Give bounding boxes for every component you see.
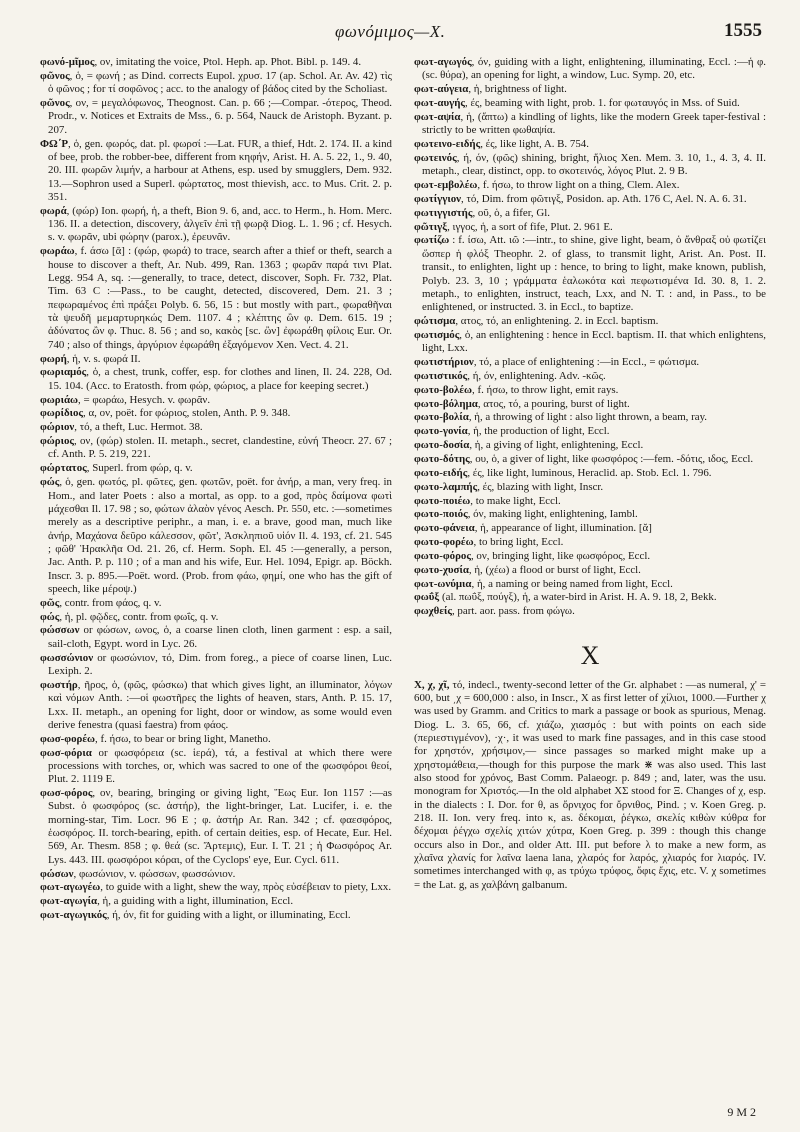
dictionary-entry (414, 591, 766, 604)
entry-headword: φωτ-αγωγικός (40, 909, 107, 922)
entry-text: , f. ήσω, to bear or bring light, Manetho. (95, 732, 271, 745)
entry-text: , ἡ, (ἅπτω) a kindling of lights, like the modern Greek taper-festival : strictly to be written φωθαψία. (422, 110, 766, 137)
dictionary-entry (40, 205, 392, 245)
entry-text: , part. aor. pass. from φώγω. (451, 605, 575, 618)
entry-text: (al. πωΰξ, πούγξ), ἡ, a water-bird in Arist. H. A. 9. 18, 2, Bekk. (439, 591, 717, 604)
entry-headword: φωριαμός (40, 366, 87, 379)
entry-text: or φωσώνιον, τό, Dim. from foreg., a piece of coarse linen, Luc. Lexiph. 2. (48, 651, 392, 677)
dictionary-entry (40, 733, 392, 746)
entry-headword: φωτο-φορέω (414, 536, 474, 549)
entry-text: τό, indecl., twenty-second letter of the Gr. alphabet : —as numeral, χ' = 600, but ͵χ = 600,000 : also, in Inscr., X as first letter of χίλιοι, 1000.—Further χ was used by Gramm. and Critics to mark a passage or book as spurious, Menag. Diog. L. 3. 65, 66, cf. χιάζω, χιασμός : but with points on each side (περιεστιγμένον), ·χ·, it was used to mark fine passages, and in this case stood for χρηστόν, χρήσιμον,— since passages so marked might make up a χρηστομάθεια,—though for this purpose the mark ⋇ was also used. This last also stood for χρόνος, Bast Comm. Palaeogr. p. 849 ; and, later, was the usu. monogram for Χριστός.—In the old alphabet XΣ stood for Ξ. Changes of χ, esp. in the dialects : I. Dor. for θ, as ὄρνιχος for ὄρνιθος, Pind. ; v. Koen Greg. p. 218. II. Ion. very freq. into κ, as. δέκομαι, ῥέγκω, σκελίς κιθὼν κύθρα for δέχομαι ῥέγχω σχελίς χιτών χύτρα, Koen Greg. p. 399 : though this change occurs also in Dor., and older Att. III. put before λ to make a new form, as χλαῖνα χλανίς for λαῖνα laena lana, χλαρός for λαρός, χλιαρός for λιαρός. IV. sometimes interchanged with φ, as τρύχω τρύφος, ὄφις ἔχις, etc. V. χ sometimes = the Lat. g, as χαλβάνη galbanum. (414, 678, 766, 891)
entry-headword: ΦΩ΄Ρ (40, 137, 69, 150)
dictionary-entry (40, 895, 392, 908)
entry-text: , contr. from φάος, q. v. (59, 596, 162, 609)
dictionary-entry (414, 467, 766, 480)
entry-text: , ὁ, gen. φωρός, dat. pl. φωρσί :—Lat. FUR, a thief, Hdt. 2. 174. II. a kind of bee, prob. the robber-bee, different from κηφήν, Arist. H. A. 5. 22, 1., 9. 40, 20. III. φωρῶν λιμήν, a harbour at Athens, esp. used by smugglers, Dem. 932. 13.—Sophron used a Superl. φώρτατος, most thievish, acc. to Mus. Crit. 2. p. 351. (48, 137, 392, 203)
dictionary-entry (414, 578, 766, 591)
entry-headword: φωτο-χυσία (414, 563, 469, 576)
dictionary-entry (414, 97, 766, 110)
dictionary-entry (40, 624, 392, 651)
entry-headword: φωσ-φορέω (40, 732, 95, 745)
entry-headword: φωτ-αγωγός (414, 56, 472, 68)
entry-headword: φωτ-αψία (414, 110, 461, 123)
entry-text: , όν, guiding with a light, enlightening, illuminating, Eccl. :—ἡ φ. (sc. θύρα), an opening for light, a window, Luc. Symp. 20, etc. (422, 56, 766, 82)
entry-headword: φωτο-ειδής (414, 466, 468, 479)
entry-headword: φώριον (40, 421, 75, 434)
entry-text: , ὁ, an enlightening : hence in Eccl. baptism. II. that which enlightens, light, Lxx. (422, 328, 766, 355)
entry-text: , ές, blazing with light, Inscr. (477, 480, 604, 493)
dictionary-entry (414, 425, 766, 438)
entry-text: , ὁ, = φωνή ; as Dind. corrects Eupol. χρυσ. 17 (ap. Schol. Ar. Av. 42) τὶς ὁ φῶνος ; for τί σοφῶνος ; acc. to the analogy of βάδος cited by the Scholiast. (48, 69, 392, 96)
dictionary-entry (40, 407, 392, 420)
dictionary-entry (40, 245, 392, 352)
dictionary-entry (414, 495, 766, 508)
entry-headword: φωτ-αγωγέω (40, 881, 101, 894)
entry-headword: φωΰξ (414, 591, 440, 604)
entry-headword: φωσ-φόρια (40, 746, 92, 759)
dictionary-entry (414, 522, 766, 535)
dictionary-entry (414, 111, 766, 138)
dictionary-entry (414, 536, 766, 549)
entry-text: , Superl. from φώρ, q. v. (86, 462, 193, 475)
entry-text: , ή, όν, (φῶς) shining, bright, ἥλιος Xen. Mem. 3. 10, 1., 4. 3, 4. II. metaph., clear, distinct, opp. to σκοτεινός, λόγος Plut. 2. 9 B. (422, 151, 766, 178)
dictionary-entry (414, 329, 766, 356)
left-column (40, 56, 392, 1116)
entry-headword: φωχθείς (414, 605, 452, 618)
dictionary-entry (414, 315, 766, 328)
entry-text: , ον, bringing light, like φωσφόρος, Eccl. (470, 549, 651, 562)
running-header (40, 10, 770, 50)
dictionary-entry (414, 193, 766, 206)
entry-text: , ον, (φώρ) stolen. II. metaph., secret, clandestine, εὐνή Theocr. 27. 67 ; cf. Anth. P. 5. 219, 221. (48, 435, 392, 461)
entry-headword: φωρή (40, 352, 67, 365)
dictionary-entry (40, 747, 392, 787)
dictionary-entry (40, 909, 392, 922)
dictionary-entry (40, 70, 392, 97)
dictionary-entry (414, 207, 766, 220)
entry-text: , ή, όν, fit for guiding with a light, or illuminating, Eccl. (106, 909, 351, 922)
entry-text: , φωσώνιον, v. φώσσων, φωσσώνιον. (73, 867, 236, 880)
dictionary-entry (40, 97, 392, 137)
text-columns (40, 56, 770, 1116)
entry-headword: φῶνος (40, 69, 70, 82)
entry-headword: φώτισμα (414, 315, 456, 328)
entry-headword: φωτιστικός (414, 369, 468, 382)
entry-text: , f. ήσω, to throw light on a thing, Clem. Alex. (477, 179, 680, 192)
entry-text: , ἡ, a throwing of light : also light thrown, a beam, ray. (468, 411, 708, 424)
entry-text: , τό, Dim. from φῶτιγξ, Posidon. ap. Ath. 176 C, Ael. N. A. 6. 31. (461, 192, 747, 205)
entry-text: , ή, όν, enlightening. Adv. -κῶς. (467, 369, 606, 382)
entry-text: , τό, a theft, Luc. Hermot. 38. (74, 421, 203, 434)
section-letter-heading: X (580, 640, 600, 670)
right-column (414, 56, 766, 1116)
dictionary-entry (414, 605, 766, 618)
entry-headword: φωτο-ποιός (414, 508, 468, 521)
entry-text: , ές, like light, A. B. 754. (480, 138, 589, 151)
entry-headword: φώς (40, 610, 60, 623)
entry-text: , τό, a place of enlightening :—in Eccl., = φώτισμα. (473, 356, 700, 369)
entry-headword: φωτιγγιστής (414, 206, 473, 219)
dictionary-entry (414, 356, 766, 369)
entry-text: , ές, like light, luminous, Heraclid. ap. Stob. Ecl. 1. 796. (467, 466, 712, 479)
entry-text: , ἡ, v. s. φωρά II. (66, 352, 141, 365)
entry-text: , ατος, τό, a pouring, burst of light. (477, 397, 630, 410)
entry-text: , οῦ, ὁ, a fifer, Gl. (472, 206, 550, 219)
entry-headword: φωτιστήριον (414, 356, 474, 369)
dictionary-entry (414, 56, 766, 83)
entry-text: , ἡ, brightness of light. (468, 83, 567, 96)
entry-headword: φῶς (40, 596, 60, 609)
dictionary-entry (414, 234, 766, 314)
entry-text: , ἡ, (χέω) a flood or burst of light, Eccl. (468, 563, 641, 576)
entry-headword: φωτο-δοσία (414, 439, 470, 452)
entry-text: , = φωράω, Hesych. v. φωρᾶν. (78, 393, 211, 406)
entry-headword: φωνό-μῖμος (40, 56, 95, 68)
entry-headword: φωτ-εμβολέω (414, 179, 478, 192)
entry-text: , ἡ, pl. φῷδες, contr. from φωΐς, q. v. (59, 610, 219, 623)
signature-mark: 9 M 2 (727, 1105, 756, 1119)
dictionary-entry (40, 881, 392, 894)
entry-headword: φώριος (40, 435, 75, 448)
entry-text: , (φώρ) Ion. φωρή, ἡ, a theft, Bion 9. 6, and, acc. to Herm., h. Hom. Merc. 136. II. a detection, discovery, ἀλγεῖν ἐπὶ τῇ φωρᾷ Diog. L. 1. 96 ; cf. Hesych. s. v. φωρᾶν, ubi φώρην (parox.), ἐρευνᾶν. (48, 204, 392, 244)
dictionary-entry (40, 611, 392, 624)
entry-text: , ατος, τό, an enlightening. 2. in Eccl. baptism. (455, 315, 659, 328)
dictionary-entry (40, 679, 392, 732)
dictionary-entry (40, 435, 392, 462)
entry-headword: φωτ-αγωγία (40, 895, 98, 908)
letter-x-entry (414, 679, 766, 893)
dictionary-entry (40, 597, 392, 610)
entry-text: , όν, making light, enlightening, Iambl. (467, 508, 638, 521)
entry-headword: φωτο-βόλημα (414, 397, 478, 410)
entry-headword: φώρτατος (40, 462, 87, 475)
dictionary-entry (40, 353, 392, 366)
dictionary-entry (40, 56, 392, 69)
entry-headword: φωτεινός (414, 151, 457, 164)
entry-headword: φωτίγγιον (414, 192, 462, 205)
dictionary-entry (414, 384, 766, 397)
entry-headword: φωτο-βολέω (414, 383, 472, 396)
dictionary-entry (414, 398, 766, 411)
entry-text: , ὁ, a chest, trunk, coffer, esp. for clothes and linen, Il. 24. 228, Od. 15. 104. (Acc. to Eratosth. from φώρ, φώριος, a place for keeping secret.) (48, 366, 392, 392)
entry-headword: φῶτιγξ (414, 220, 448, 233)
entry-text: , α, ον, poët. for φώριος, stolen, Anth. P. 9. 348. (83, 407, 291, 420)
entry-headword: φωρίδιος (40, 407, 84, 420)
entry-text: , ές, beaming with light, prob. 1. for φωταυγός in Mss. of Suid. (465, 97, 740, 110)
entry-headword: φωράω (40, 245, 75, 258)
entry-text: , ἡ, appearance of light, illumination. [ᾰ] (474, 522, 652, 535)
dictionary-entry (40, 394, 392, 407)
dictionary-entry (414, 138, 766, 151)
entry-headword: φωτο-βολία (414, 411, 469, 424)
dictionary-page (40, 10, 770, 1120)
dictionary-entry (414, 439, 766, 452)
entry-text: , to make light, Eccl. (470, 494, 561, 507)
dictionary-entry (414, 508, 766, 521)
running-title: φωνόμιμος—Χ. (335, 22, 446, 41)
dictionary-entry (40, 787, 392, 867)
entry-headword: X, χ, χῖ, (414, 678, 450, 691)
dictionary-entry (414, 481, 766, 494)
dictionary-entry (40, 462, 392, 475)
entry-text: , to guide with a light, shew the way, πρὸς εὐσέβειαν to piety, Lxx. (100, 881, 392, 894)
entry-text: : f. ίσω, Att. ιῶ :—intr., to shine, give light, beam, ὁ ἄνθραξ οὐ φωτίζει ὥσπερ ἡ φλόξ Theophr. 2. of glass, to transmit light, Arist. An. Post. II. transit., to enlighten, light up : hence, to bring to light, make known, publish, Polyb. 23. 3, 10 ; γράμματα ἑαλωκότα καὶ πεφωτισμένα Id. 30. 8, 1. 2. metaph., to enlighten, instruct, teach, Lxx, and N. T. : and, in Pass., to be enlightened, or instructed. 3. in Eccl., to baptize. (422, 234, 766, 314)
entry-headword: φωριάω (40, 393, 79, 406)
entry-text: , ὁ, gen. φωτός, pl. φῶτες, gen. φωτῶν, poët. for ἀνήρ, a man, very freq. in Hom., and later Poets : also a mortal, as opp. to a god, πρὸς δαίμονα φωτὶ μάχεσθαι Il. 17. 98 ; so, φώτων ἀλαὸν γένος Aesch. Pr. 550, etc. :—sometimes merely as a descriptive periphr., a man, i. e. a brave, good man, much like ἀνήρ, Μαχάονα δεῦρο κάλεσσον, φῶτ', Ἀσκληπιοῦ υἱόν Il. 4. 193, cf. 21. 545 ; φῶθ' Ἡρακλῆα Od. 21. 26, cf. Herm. Soph. El. 45 :—generally, a person, Jac. Anth. P. p. 110 ; of a man and his wife, Eur. Hel. 1094, Epigr. ap. Böckh. Inscr. 3. p. 895.—Poët. word. (Prob. from φάω, φημί, one who has the gift of speech, like μέροψ.) (48, 476, 392, 595)
dictionary-entry (40, 138, 392, 205)
entry-headword: φωτ-αυγής (414, 97, 466, 110)
dictionary-entry (40, 868, 392, 881)
entry-text: , ον, imitating the voice, Ptol. Heph. ap. Phot. Bibl. p. 149. 4. (94, 56, 362, 68)
entry-headword: φωσ-φόρος (40, 787, 93, 800)
entry-text: , ῆρος, ὁ, (φῶς, φώσκω) that which gives light, an illuminator, λόγων καὶ νόμων Anth. :—οἱ φωστῆρες the lights of heaven, stars, Anth. P. 15. 17, Lxx. II. metaph., an opening for light, door or window, as some would even derive fenestra (quasi faestra) from φάος. (48, 678, 392, 731)
entry-headword: φωτ-ωνύμια (414, 577, 472, 590)
entry-headword: φωτίζω (414, 234, 450, 247)
entry-text: , ἡ, a guiding with a light, illumination, Eccl. (97, 895, 294, 908)
dictionary-entry (414, 179, 766, 192)
entry-headword: φωτο-γονία (414, 425, 468, 438)
entry-headword: φωτο-φόρος (414, 549, 471, 562)
entry-text: , f. άσω [ᾱ] : (φώρ, φωρά) to trace, search after a thief or theft, search a house to discover a theft, Ar. Nub. 499, Ran. 1363 ; φωρᾶν παρά τινι Plat. Legg. 954 A, sq. :—generally, to trace, detect, discover, Soph. Fr. 732, Plat. Tim. 63 C :—Pass., to be caught, detected, discovered, Dem. 21. 3 ; πεφωραμένος ἐπὶ πράξει Polyb. 6. 56, 15 : but mostly with part., φωραθῆναι τὰ ψευδῆ μεμαρτυρηκώς Dem. 1107. 4 ; κλέπτης ὢν φ. Dem. 615. 19 ; ἀδύνατος ὢν φ. Thuc. 8. 56 ; and so, κακὸς [sc. ὢν] ἐφωράθη φίλοις Eur. Or. 740 ; also of things, ἀργύριον ἐφωράθη ἐξαγόμενον Xen. Vect. 4. 21. (48, 245, 392, 351)
entry-headword: φῶνος (40, 97, 70, 110)
entry-headword: φωτο-δότης (414, 452, 470, 465)
dictionary-entry (414, 370, 766, 383)
entry-headword: φωτο-ποιέω (414, 494, 471, 507)
right-entries (414, 56, 766, 619)
entry-text: or φώσων, ωνος, ὁ, a coarse linen cloth, linen garment : esp. a sail, sail-cloth, Egypt. word in Lyc. 26. (48, 624, 392, 650)
dictionary-entry (414, 550, 766, 563)
entry-text: , f. ήσω, to throw light, emit rays. (472, 383, 619, 396)
dictionary-entry (414, 152, 766, 179)
dictionary-entry (414, 83, 766, 96)
entry-headword: φώς (40, 476, 60, 489)
page-number: 1555 (724, 20, 762, 41)
entry-headword: φωτισμός (414, 328, 460, 341)
entry-text: or φωσφόρεια (sc. ἱερά), τά, a festival at which there were processions with torches, or, which was sacred to one of the φωσφόροι θεοί, Plut. 2. 1119 E. (48, 746, 392, 786)
entry-headword: φωστήρ (40, 678, 78, 691)
entry-headword: φωτεινο-ειδής (414, 138, 481, 151)
dictionary-entry (40, 652, 392, 679)
entry-headword: φωρά (40, 204, 67, 217)
entry-text: , ἡ, a giving of light, enlightening, Eccl. (469, 439, 644, 452)
dictionary-entry (414, 564, 766, 577)
dictionary-entry (414, 411, 766, 424)
entry-headword: φώσων (40, 867, 74, 880)
entry-text: , ον, bearing, bringing or giving light, Ἕως Eur. Ion 1157 :—as Subst. ὁ φωσφόρος (sc. ἀστήρ), the light-bringer, Lat. Lucifer, i. e. the morning-star, Tim. Locr. 96 E ; φ. ἀστήρ Ar. Ran. 342 ; cf. φαεσφόρος, ἑωσφόρος. II. torch-bearing, epith. of certain deities, esp. of Hecate, Eur. Hel. 569, Ar. Thesm. 858 ; φ. θεά (sc. Ἄρτεμις), Eur. I. T. 21 ; ἡ Φωσφόρος Ar. Lys. 443. III. φωσφόροι κόραι, of the Cyclops' eye, Eur. Cycl. 611. (48, 787, 392, 866)
dictionary-entry (414, 221, 766, 234)
entry-text: , ἡ, a naming or being named from light, Eccl. (471, 577, 673, 590)
entry-text: , ου, ὁ, a giver of light, like φωσφόρος :—fem. -δότις, ιδος, Eccl. (469, 452, 754, 465)
entry-headword: φωτο-λαμπής (414, 480, 478, 493)
dictionary-entry (40, 476, 392, 596)
entry-headword: φωτ-αύγεια (414, 83, 469, 96)
entry-headword: φώσσων (40, 624, 80, 637)
dictionary-entry (40, 421, 392, 434)
entry-text: , ἡ, the production of light, Eccl. (467, 425, 610, 438)
dictionary-entry (40, 366, 392, 393)
entry-headword: φωτο-φάνεια (414, 522, 475, 535)
entry-text: , to bring light, Eccl. (473, 536, 564, 549)
entry-headword: φωσσώνιον (40, 651, 94, 664)
entry-text: , ιγγος, ἡ, a sort of fife, Plut. 2. 961 E. (447, 220, 613, 233)
dictionary-entry (414, 453, 766, 466)
entry-text: , ον, = μεγαλόφωνος, Theognost. Can. p. 66 ;—Compar. -ότερος, Theod. Prodr., v. Notices et Extraits de Mss., 6. p. 564, Nauck de Aristoph. Byzant. p. 207. (48, 97, 392, 136)
